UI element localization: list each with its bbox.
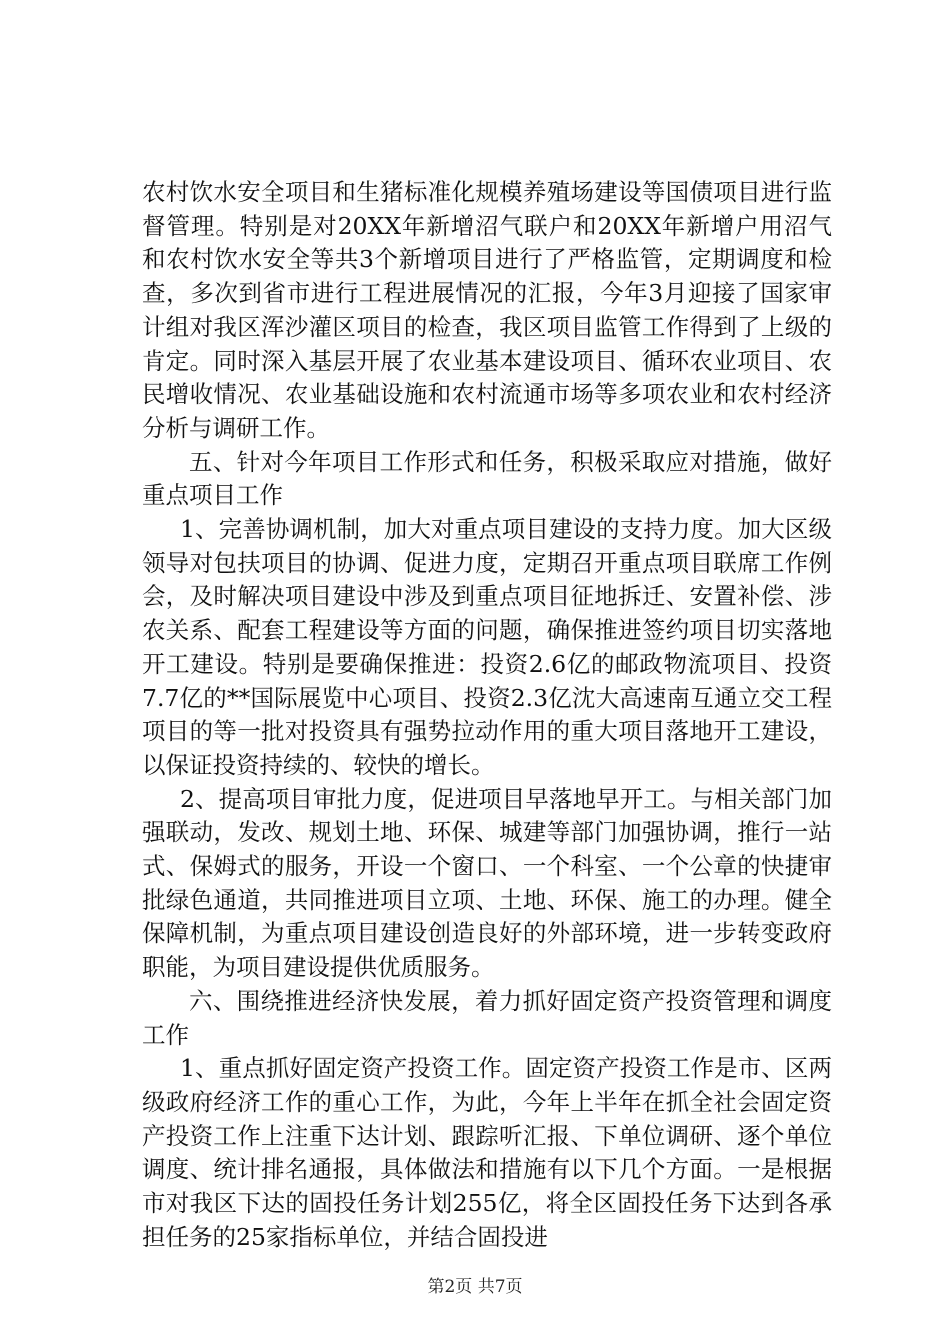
section-heading-5: 五、针对今年项目工作形式和任务，积极采取应对措施，做好重点项目工作 — [142, 447, 832, 510]
document-body — [142, 176, 832, 1255]
paragraph-item-5-1: 1、完善协调机制，加大对重点项目建设的支持力度。加大区级领导对包扶项目的协调、促进力度，定期召开重点项目联席工作例会，及时解决项目建设中涉及到重点项目征地拆迁、安置补偿、涉农关系、配套工程建设等方面的问题，确保推进签约项目切实落地开工建设。特别是要确保推进：投资2.6亿的邮政物流项目、投资7.7亿的**国际展览中心项目、投资2.3亿沈大高速南互通立交工程项目的等一批对投资具有强势拉动作用的重大项目落地开工建设，以保证投资持续的、较快的增长。 — [142, 515, 832, 779]
paragraph-item-5-2: 2、提高项目审批力度，促进项目早落地早开工。与相关部门加强联动，发改、规划土地、环保、城建等部门加强协调，推行一站式、保姆式的服务，开设一个窗口、一个科室、一个公章的快捷审批绿色通道，共同推进项目立项、土地、环保、施工的办理。健全保障机制，为重点项目建设创造良好的外部环境，进一步转变政府职能，为项目建设提供优质服务。 — [142, 784, 832, 982]
paragraph-item-6-1: 1、重点抓好固定资产投资工作。固定资产投资工作是市、区两级政府经济工作的重心工作，为此，今年上半年在抓全社会固定资产投资工作上注重下达计划、跟踪听汇报、下单位调研、逐个单位调度、统计排名通报，具体做法和措施有以下几个方面。一是根据市对我区下达的固投任务计划255亿，将全区固投任务下达到各承担任务的25家指标单位，并结合固投进 — [142, 1054, 832, 1251]
paragraph-1: 农村饮水安全项目和生猪标准化规模养殖场建设等国债项目进行监督管理。特别是对20XX年新增沼气联户和20XX年新增户用沼气和农村饮水安全等共3个新增项目进行了严格监管，定期调度和检查，多次到省市进行工程进展情况的汇报，今年3月迎接了国家审计组对我区浑沙灌区项目的检查，我区项目监管工作得到了上级的肯定。同时深入基层开展了农业基本建设项目、循环农业项目、农民增收情况、农业基础设施和农村流通市场等多项农业和农村经济分析与调研工作。 — [142, 178, 832, 442]
section-heading-6: 六、围绕推进经济快发展，着力抓好固定资产投资管理和调度工作 — [142, 986, 832, 1049]
page-footer: 第2页 共7页 — [427, 1277, 523, 1297]
